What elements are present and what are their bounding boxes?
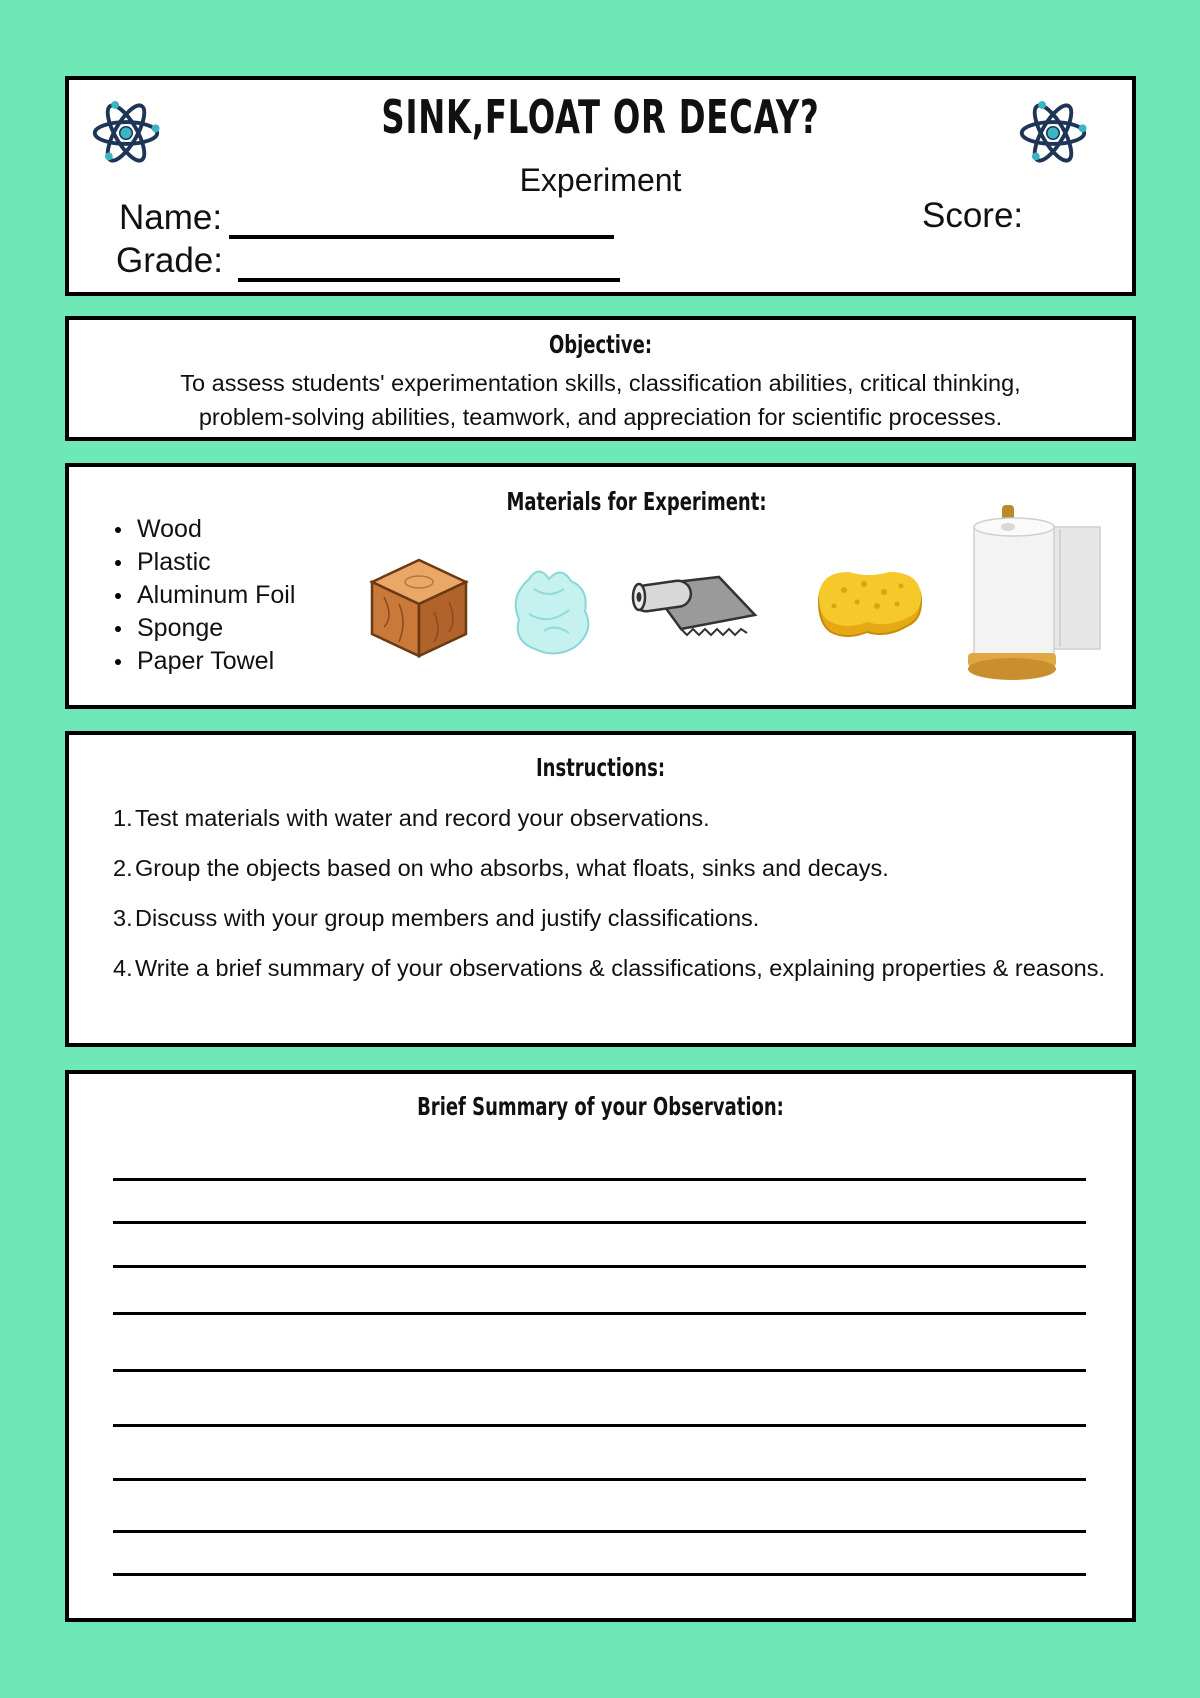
writing-line[interactable]: [113, 1478, 1086, 1481]
step-text: Write a brief summary of your observations & classifications, explaining properties & reasons.: [135, 955, 1106, 981]
writing-line[interactable]: [113, 1573, 1086, 1576]
objective-text: [69, 366, 1132, 434]
aluminum-foil-roll-icon: [629, 567, 759, 647]
step-number: 4.: [113, 955, 133, 981]
summary-heading: Brief Summary of your Observation:: [417, 1092, 784, 1121]
sponge-icon: [809, 562, 929, 652]
step-number: 1.: [113, 805, 133, 831]
step-text: Discuss with your group members and justify classifications.: [135, 905, 760, 931]
instructions-card: [65, 731, 1136, 1047]
score-label: Score:: [922, 196, 1024, 235]
writing-line[interactable]: [113, 1312, 1086, 1315]
summary-card: [65, 1070, 1136, 1622]
name-label: Name:: [119, 198, 223, 237]
worksheet-title: SINK,FLOAT OR DECAY?: [381, 90, 820, 144]
step-text: Group the objects based on who absorbs, what floats, sinks and decays.: [135, 855, 889, 881]
list-item: Paper Towel: [137, 645, 295, 678]
list-item: [113, 793, 1113, 843]
writing-line[interactable]: [113, 1178, 1086, 1181]
writing-line[interactable]: [113, 1265, 1086, 1268]
materials-list: [137, 513, 295, 678]
wood-block-icon: [364, 552, 474, 662]
list-item: Sponge: [137, 612, 295, 645]
step-number: 2.: [113, 855, 133, 881]
writing-line[interactable]: [113, 1530, 1086, 1533]
step-number: 3.: [113, 905, 133, 931]
list-item: Plastic: [137, 546, 295, 579]
objective-line: problem-solving abilities, teamwork, and appreciation for scientific processes.: [198, 404, 1003, 430]
materials-heading: Materials for Experiment:: [506, 487, 767, 516]
worksheet-subtitle: Experiment: [519, 162, 682, 198]
list-item: Wood: [137, 513, 295, 546]
step-text: Test materials with water and record your observations.: [135, 805, 710, 831]
atom-icon: [1014, 94, 1092, 172]
objective-line: To assess students' experimentation skills, classification abilities, critical thinking,: [180, 370, 1021, 396]
atom-icon: [87, 94, 165, 172]
list-item: [113, 943, 1113, 993]
list-item: [113, 893, 1113, 943]
objective-heading: Objective:: [548, 330, 653, 359]
materials-card: [65, 463, 1136, 709]
plastic-bag-icon: [499, 559, 609, 659]
writing-line[interactable]: [113, 1221, 1086, 1224]
writing-line[interactable]: [113, 1369, 1086, 1372]
writing-line[interactable]: [113, 1424, 1086, 1427]
list-item: [113, 843, 1113, 893]
name-field[interactable]: [229, 235, 614, 239]
grade-label: Grade:: [116, 241, 223, 280]
instructions-heading: Instructions:: [535, 753, 666, 782]
grade-field[interactable]: [238, 278, 620, 282]
list-item: Aluminum Foil: [137, 579, 295, 612]
instructions-list: [113, 793, 1113, 993]
header-card: [65, 76, 1136, 296]
paper-towel-roll-icon: [964, 505, 1104, 685]
objective-card: [65, 316, 1136, 441]
